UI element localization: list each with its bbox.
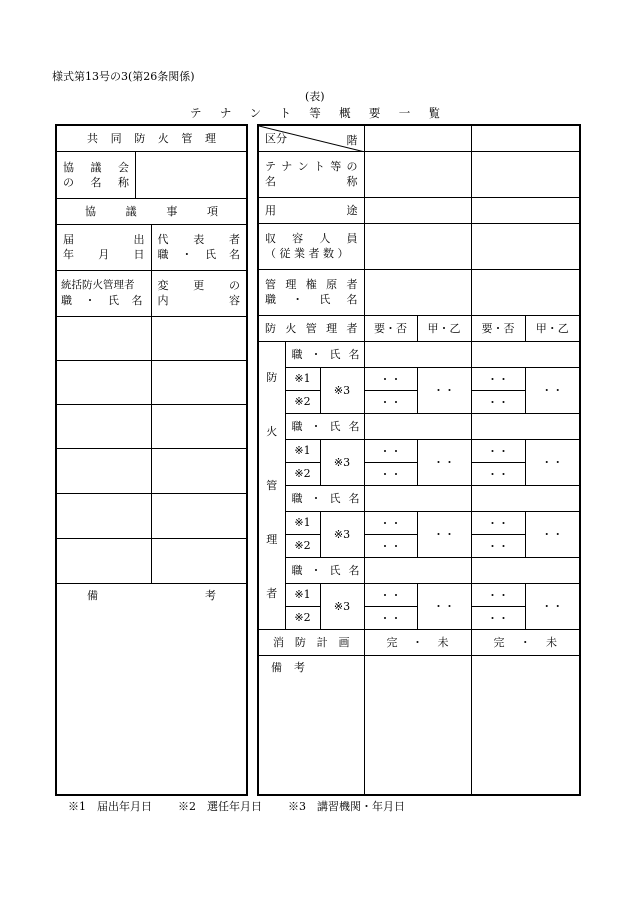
front-side-label: (表) bbox=[305, 90, 325, 103]
date-field[interactable]: ・・ bbox=[471, 367, 525, 390]
title-char: 一 bbox=[398, 106, 411, 120]
name-title-label: 職 ・ 氏 名 bbox=[285, 413, 364, 439]
title-char: 概 bbox=[339, 106, 351, 120]
title-char: 覧 bbox=[428, 106, 440, 120]
change-content-label: 変 更 の 内 容 bbox=[151, 270, 247, 316]
note3-label: ※3 bbox=[320, 439, 364, 485]
manager-name-a[interactable] bbox=[364, 413, 471, 439]
capacity-b[interactable] bbox=[471, 223, 580, 269]
date-field[interactable]: ・・ bbox=[471, 462, 525, 485]
manager-name-b[interactable] bbox=[471, 557, 580, 583]
manager-name-b[interactable] bbox=[471, 413, 580, 439]
entry-cell[interactable] bbox=[151, 538, 247, 583]
floor-cell-b[interactable] bbox=[471, 125, 580, 151]
remarks-a[interactable] bbox=[364, 655, 471, 795]
course-field[interactable]: ・・ bbox=[525, 439, 580, 485]
entry-cell[interactable] bbox=[151, 316, 247, 360]
fire-plan-label: 消 防 計 画 bbox=[258, 629, 364, 655]
tenant-summary-table bbox=[257, 124, 581, 796]
manager-name-a[interactable] bbox=[364, 485, 471, 511]
date-field[interactable]: ・・ bbox=[364, 511, 417, 534]
council-matters-header: 協 議 事 項 bbox=[56, 198, 247, 224]
date-field[interactable]: ・・ bbox=[364, 606, 417, 629]
remarks-section-right[interactable]: 備 考 bbox=[258, 655, 364, 795]
note2-label: ※2 bbox=[285, 534, 320, 557]
course-field[interactable]: ・・ bbox=[525, 583, 580, 629]
entry-cell[interactable] bbox=[56, 360, 151, 404]
course-field[interactable]: ・・ bbox=[525, 367, 580, 413]
tenant-name-a[interactable] bbox=[364, 151, 471, 197]
authority-holder-label: 管 理 権 原 者 職 ・ 氏 名 bbox=[258, 269, 364, 315]
note3-label: ※3 bbox=[320, 583, 364, 629]
title-char: ン bbox=[249, 106, 262, 120]
name-title-label: 職 ・ 氏 名 bbox=[285, 557, 364, 583]
note1-label: ※1 bbox=[285, 439, 320, 462]
note1-label: ※1 bbox=[285, 367, 320, 390]
course-field[interactable]: ・・ bbox=[417, 511, 471, 557]
need-option-b[interactable]: 要・否 bbox=[471, 315, 525, 341]
authority-holder-b[interactable] bbox=[471, 269, 580, 315]
manager-name-a[interactable] bbox=[364, 341, 471, 367]
entry-cell[interactable] bbox=[56, 493, 151, 538]
remarks-section-left[interactable]: 備 考 bbox=[56, 583, 247, 795]
date-field[interactable]: ・・ bbox=[364, 367, 417, 390]
course-field[interactable]: ・・ bbox=[417, 367, 471, 413]
course-field[interactable]: ・・ bbox=[417, 583, 471, 629]
remarks-b[interactable] bbox=[471, 655, 580, 795]
date-field[interactable]: ・・ bbox=[471, 606, 525, 629]
kou-otsu-option-a[interactable]: 甲・乙 bbox=[417, 315, 471, 341]
footnotes bbox=[68, 798, 405, 814]
footnote: ※3 講習機関・年月日 bbox=[288, 800, 405, 813]
representative-label: 代 表 者 職 ・ 氏 名 bbox=[151, 224, 247, 270]
capacity-a[interactable] bbox=[364, 223, 471, 269]
entry-cell[interactable] bbox=[56, 316, 151, 360]
tenant-name-b[interactable] bbox=[471, 151, 580, 197]
date-field[interactable]: ・・ bbox=[471, 583, 525, 606]
manager-name-a[interactable] bbox=[364, 557, 471, 583]
notify-date-label: 届 出 年 月 日 bbox=[56, 224, 151, 270]
note2-label: ※2 bbox=[285, 390, 320, 413]
council-name-field[interactable] bbox=[136, 152, 246, 198]
name-title-label: 職 ・ 氏 名 bbox=[285, 341, 364, 367]
note3-label: ※3 bbox=[320, 511, 364, 557]
entry-cell[interactable] bbox=[151, 448, 247, 493]
entry-cell[interactable] bbox=[151, 493, 247, 538]
title-char: 要 bbox=[368, 106, 381, 120]
note2-label: ※2 bbox=[285, 606, 320, 629]
joint-fire-mgmt-header: 共 同 防 火 管 理 bbox=[56, 125, 247, 151]
fire-manager-label: 防 火 管 理 者 bbox=[258, 315, 364, 341]
use-a[interactable] bbox=[364, 197, 471, 223]
council-name-label: 協 議 会 の 名 称 bbox=[57, 152, 136, 198]
fire-plan-status-a[interactable]: 完 ・ 未 bbox=[364, 629, 471, 655]
entry-cell[interactable] bbox=[151, 404, 247, 448]
date-field[interactable]: ・・ bbox=[471, 534, 525, 557]
entry-cell[interactable] bbox=[56, 538, 151, 583]
manager-name-b[interactable] bbox=[471, 485, 580, 511]
fire-plan-status-b[interactable]: 完 ・ 未 bbox=[471, 629, 580, 655]
fire-manager-vertical-label: 防 火 管 理 者 bbox=[258, 341, 285, 629]
need-option-a[interactable]: 要・否 bbox=[364, 315, 417, 341]
capacity-label: 収 容 人 員 （ 従 業 者 数 ） bbox=[258, 223, 364, 269]
title-char: ナ bbox=[219, 106, 232, 120]
date-field[interactable]: ・・ bbox=[471, 439, 525, 462]
tenant-name-label: テ ナ ン ト 等 の 名 称 bbox=[258, 151, 364, 197]
date-field[interactable]: ・・ bbox=[364, 583, 417, 606]
title-char: テ bbox=[190, 106, 202, 120]
use-label: 用 途 bbox=[258, 197, 364, 223]
footnote: ※1 届出年月日 bbox=[68, 800, 152, 813]
note1-label: ※1 bbox=[285, 583, 320, 606]
joint-fire-management-table bbox=[55, 124, 248, 796]
general-fire-manager-label: 統括防火管理者 職 ・ 氏 名 bbox=[56, 270, 151, 316]
note3-label: ※3 bbox=[320, 367, 364, 413]
course-field[interactable]: ・・ bbox=[525, 511, 580, 557]
title-char: 等 bbox=[309, 106, 321, 120]
footnote: ※2 選任年月日 bbox=[178, 800, 262, 813]
use-b[interactable] bbox=[471, 197, 580, 223]
date-field[interactable]: ・・ bbox=[471, 511, 525, 534]
division-floor-header: 区分 階 bbox=[258, 125, 364, 151]
course-field[interactable]: ・・ bbox=[417, 439, 471, 485]
entry-cell[interactable] bbox=[151, 360, 247, 404]
manager-name-b[interactable] bbox=[471, 341, 580, 367]
date-field[interactable]: ・・ bbox=[364, 439, 417, 462]
note2-label: ※2 bbox=[285, 462, 320, 485]
authority-holder-a[interactable] bbox=[364, 269, 471, 315]
entry-cell[interactable] bbox=[56, 448, 151, 493]
floor-cell-a[interactable] bbox=[364, 125, 471, 151]
date-field[interactable]: ・・ bbox=[471, 390, 525, 413]
title-char: ト bbox=[279, 106, 291, 120]
name-title-label: 職 ・ 氏 名 bbox=[285, 485, 364, 511]
entry-cell[interactable] bbox=[56, 404, 151, 448]
note1-label: ※1 bbox=[285, 511, 320, 534]
page-title bbox=[190, 105, 440, 121]
form-number: 様式第13号の3(第26条関係) bbox=[52, 70, 195, 83]
date-field[interactable]: ・・ bbox=[364, 390, 417, 413]
date-field[interactable]: ・・ bbox=[364, 534, 417, 557]
date-field[interactable]: ・・ bbox=[364, 462, 417, 485]
kou-otsu-option-b[interactable]: 甲・乙 bbox=[525, 315, 580, 341]
